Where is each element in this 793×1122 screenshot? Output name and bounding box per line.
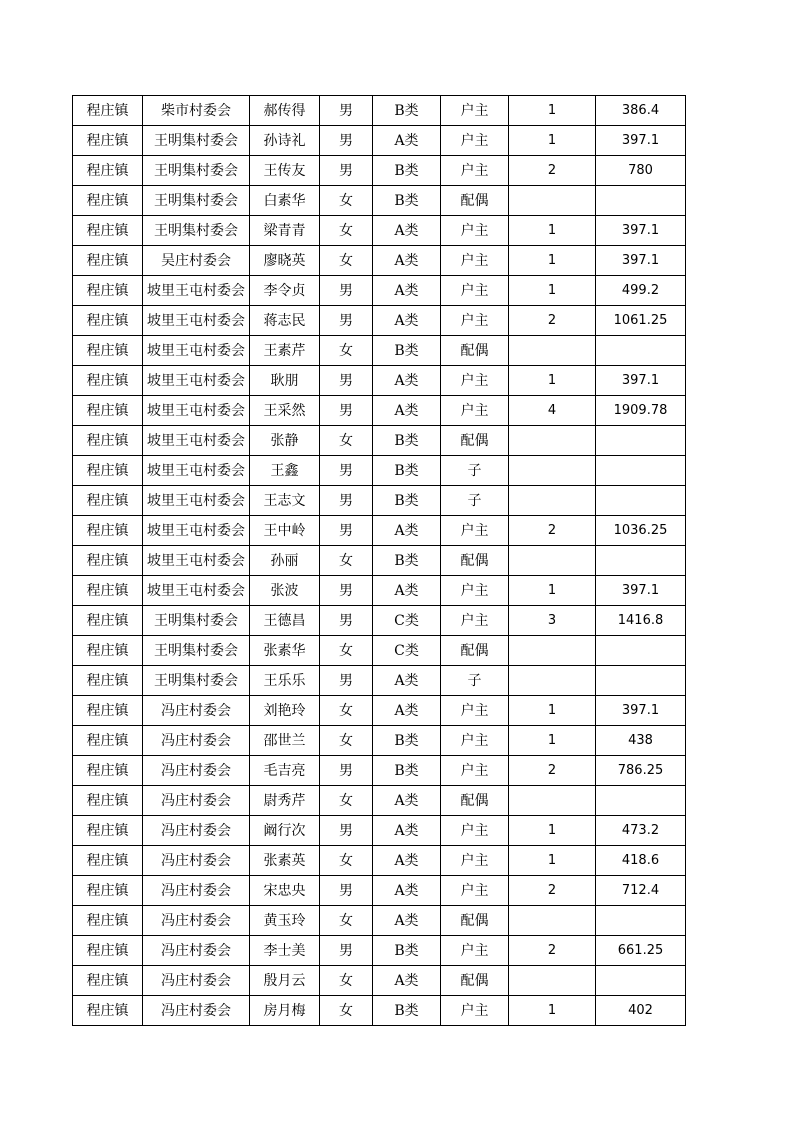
household-size-cell: 1 [509, 246, 596, 276]
village-committee-cell: 冯庄村委会 [143, 966, 250, 996]
gender-cell: 男 [320, 486, 373, 516]
name-cell: 房月梅 [250, 996, 320, 1026]
table-row [73, 126, 686, 156]
village-committee-cell: 冯庄村委会 [143, 816, 250, 846]
town-cell: 程庄镇 [73, 846, 143, 876]
name-cell: 王乐乐 [250, 666, 320, 696]
relation-cell: 配偶 [441, 966, 509, 996]
table-row [73, 456, 686, 486]
village-committee-cell: 坡里王屯村委会 [143, 576, 250, 606]
category-cell: B类 [373, 96, 441, 126]
category-cell: A类 [373, 366, 441, 396]
amount-cell [596, 666, 686, 696]
relation-cell: 配偶 [441, 426, 509, 456]
relation-cell: 户主 [441, 576, 509, 606]
town-cell: 程庄镇 [73, 246, 143, 276]
name-cell: 王传友 [250, 156, 320, 186]
name-cell: 邵世兰 [250, 726, 320, 756]
table-row [73, 396, 686, 426]
category-cell: B类 [373, 996, 441, 1026]
relation-cell: 户主 [441, 936, 509, 966]
household-size-cell [509, 546, 596, 576]
village-committee-cell: 冯庄村委会 [143, 786, 250, 816]
household-size-cell: 1 [509, 276, 596, 306]
amount-cell: 1416.8 [596, 606, 686, 636]
amount-cell: 661.25 [596, 936, 686, 966]
gender-cell: 女 [320, 846, 373, 876]
amount-cell: 786.25 [596, 756, 686, 786]
name-cell: 张波 [250, 576, 320, 606]
relation-cell: 配偶 [441, 636, 509, 666]
relation-cell: 户主 [441, 876, 509, 906]
table-row [73, 486, 686, 516]
village-committee-cell: 坡里王屯村委会 [143, 516, 250, 546]
amount-cell [596, 786, 686, 816]
gender-cell: 女 [320, 726, 373, 756]
village-committee-cell: 柴市村委会 [143, 96, 250, 126]
household-size-cell: 1 [509, 816, 596, 846]
category-cell: A类 [373, 126, 441, 156]
village-committee-cell: 坡里王屯村委会 [143, 486, 250, 516]
category-cell: A类 [373, 516, 441, 546]
table-row [73, 786, 686, 816]
name-cell: 王采然 [250, 396, 320, 426]
category-cell: B类 [373, 486, 441, 516]
village-committee-cell: 冯庄村委会 [143, 906, 250, 936]
gender-cell: 男 [320, 936, 373, 966]
amount-cell [596, 636, 686, 666]
amount-cell [596, 486, 686, 516]
relation-cell: 配偶 [441, 906, 509, 936]
household-size-cell [509, 786, 596, 816]
village-committee-cell: 冯庄村委会 [143, 726, 250, 756]
relation-cell: 户主 [441, 216, 509, 246]
town-cell: 程庄镇 [73, 666, 143, 696]
name-cell: 王素芹 [250, 336, 320, 366]
household-size-cell: 2 [509, 156, 596, 186]
household-size-cell [509, 636, 596, 666]
amount-cell: 397.1 [596, 216, 686, 246]
amount-cell: 397.1 [596, 126, 686, 156]
household-size-cell [509, 186, 596, 216]
gender-cell: 男 [320, 276, 373, 306]
name-cell: 白素华 [250, 186, 320, 216]
amount-cell: 1036.25 [596, 516, 686, 546]
village-committee-cell: 王明集村委会 [143, 156, 250, 186]
household-size-cell: 1 [509, 126, 596, 156]
village-committee-cell: 吴庄村委会 [143, 246, 250, 276]
town-cell: 程庄镇 [73, 366, 143, 396]
town-cell: 程庄镇 [73, 546, 143, 576]
town-cell: 程庄镇 [73, 996, 143, 1026]
town-cell: 程庄镇 [73, 606, 143, 636]
category-cell: A类 [373, 216, 441, 246]
category-cell: B类 [373, 336, 441, 366]
amount-cell [596, 336, 686, 366]
gender-cell: 女 [320, 906, 373, 936]
relation-cell: 户主 [441, 366, 509, 396]
data-table [72, 95, 686, 1026]
amount-cell [596, 186, 686, 216]
amount-cell: 397.1 [596, 696, 686, 726]
table-row [73, 606, 686, 636]
table-row [73, 156, 686, 186]
gender-cell: 男 [320, 96, 373, 126]
town-cell: 程庄镇 [73, 396, 143, 426]
relation-cell: 配偶 [441, 186, 509, 216]
amount-cell [596, 456, 686, 486]
category-cell: C类 [373, 606, 441, 636]
category-cell: C类 [373, 636, 441, 666]
table-row [73, 96, 686, 126]
amount-cell: 418.6 [596, 846, 686, 876]
relation-cell: 户主 [441, 756, 509, 786]
village-committee-cell: 王明集村委会 [143, 636, 250, 666]
household-size-cell [509, 906, 596, 936]
village-committee-cell: 王明集村委会 [143, 606, 250, 636]
amount-cell: 499.2 [596, 276, 686, 306]
gender-cell: 女 [320, 786, 373, 816]
village-committee-cell: 坡里王屯村委会 [143, 366, 250, 396]
village-committee-cell: 坡里王屯村委会 [143, 456, 250, 486]
household-size-cell: 2 [509, 306, 596, 336]
gender-cell: 女 [320, 996, 373, 1026]
town-cell: 程庄镇 [73, 96, 143, 126]
category-cell: B类 [373, 156, 441, 186]
gender-cell: 女 [320, 546, 373, 576]
category-cell: A类 [373, 846, 441, 876]
gender-cell: 男 [320, 516, 373, 546]
household-size-cell [509, 336, 596, 366]
household-size-cell: 2 [509, 756, 596, 786]
table-row [73, 996, 686, 1026]
name-cell: 张素英 [250, 846, 320, 876]
table-row [73, 756, 686, 786]
gender-cell: 男 [320, 666, 373, 696]
relation-cell: 配偶 [441, 786, 509, 816]
household-size-cell: 1 [509, 216, 596, 246]
table-row [73, 186, 686, 216]
gender-cell: 女 [320, 216, 373, 246]
name-cell: 梁青青 [250, 216, 320, 246]
town-cell: 程庄镇 [73, 756, 143, 786]
table-row [73, 846, 686, 876]
gender-cell: 男 [320, 366, 373, 396]
household-size-cell [509, 966, 596, 996]
amount-cell [596, 426, 686, 456]
name-cell: 廖晓英 [250, 246, 320, 276]
gender-cell: 女 [320, 966, 373, 996]
town-cell: 程庄镇 [73, 276, 143, 306]
town-cell: 程庄镇 [73, 786, 143, 816]
table-row [73, 666, 686, 696]
table-row [73, 366, 686, 396]
category-cell: B类 [373, 726, 441, 756]
name-cell: 王志文 [250, 486, 320, 516]
relation-cell: 户主 [441, 996, 509, 1026]
name-cell: 孙丽 [250, 546, 320, 576]
category-cell: A类 [373, 696, 441, 726]
amount-cell: 397.1 [596, 366, 686, 396]
amount-cell: 780 [596, 156, 686, 186]
household-size-cell [509, 666, 596, 696]
name-cell: 王鑫 [250, 456, 320, 486]
village-committee-cell: 冯庄村委会 [143, 876, 250, 906]
household-size-cell: 1 [509, 696, 596, 726]
amount-cell: 1061.25 [596, 306, 686, 336]
gender-cell: 男 [320, 576, 373, 606]
name-cell: 黄玉玲 [250, 906, 320, 936]
relation-cell: 子 [441, 456, 509, 486]
village-committee-cell: 王明集村委会 [143, 666, 250, 696]
table-row [73, 696, 686, 726]
name-cell: 李士美 [250, 936, 320, 966]
amount-cell: 397.1 [596, 576, 686, 606]
relation-cell: 户主 [441, 246, 509, 276]
name-cell: 耿朋 [250, 366, 320, 396]
town-cell: 程庄镇 [73, 726, 143, 756]
town-cell: 程庄镇 [73, 876, 143, 906]
name-cell: 孙诗礼 [250, 126, 320, 156]
gender-cell: 女 [320, 696, 373, 726]
category-cell: B类 [373, 186, 441, 216]
gender-cell: 男 [320, 606, 373, 636]
category-cell: A类 [373, 876, 441, 906]
name-cell: 郝传得 [250, 96, 320, 126]
gender-cell: 男 [320, 456, 373, 486]
village-committee-cell: 王明集村委会 [143, 216, 250, 246]
village-committee-cell: 冯庄村委会 [143, 996, 250, 1026]
relation-cell: 子 [441, 486, 509, 516]
amount-cell: 386.4 [596, 96, 686, 126]
relation-cell: 户主 [441, 126, 509, 156]
table-row [73, 426, 686, 456]
category-cell: A类 [373, 816, 441, 846]
town-cell: 程庄镇 [73, 966, 143, 996]
name-cell: 刘艳玲 [250, 696, 320, 726]
household-size-cell: 2 [509, 516, 596, 546]
relation-cell: 户主 [441, 306, 509, 336]
name-cell: 蒋志民 [250, 306, 320, 336]
relation-cell: 户主 [441, 156, 509, 186]
gender-cell: 女 [320, 426, 373, 456]
category-cell: A类 [373, 666, 441, 696]
gender-cell: 男 [320, 396, 373, 426]
town-cell: 程庄镇 [73, 216, 143, 246]
village-committee-cell: 王明集村委会 [143, 186, 250, 216]
gender-cell: 女 [320, 336, 373, 366]
category-cell: A类 [373, 276, 441, 306]
town-cell: 程庄镇 [73, 456, 143, 486]
amount-cell [596, 966, 686, 996]
table-row [73, 276, 686, 306]
name-cell: 尉秀芹 [250, 786, 320, 816]
town-cell: 程庄镇 [73, 516, 143, 546]
category-cell: A类 [373, 966, 441, 996]
table-row [73, 906, 686, 936]
table-row [73, 966, 686, 996]
household-size-cell [509, 486, 596, 516]
household-size-cell: 1 [509, 726, 596, 756]
gender-cell: 女 [320, 186, 373, 216]
household-size-cell: 1 [509, 576, 596, 606]
relation-cell: 户主 [441, 846, 509, 876]
amount-cell: 397.1 [596, 246, 686, 276]
town-cell: 程庄镇 [73, 486, 143, 516]
name-cell: 王中岭 [250, 516, 320, 546]
village-committee-cell: 冯庄村委会 [143, 936, 250, 966]
category-cell: A类 [373, 246, 441, 276]
table-row [73, 516, 686, 546]
gender-cell: 男 [320, 816, 373, 846]
relation-cell: 户主 [441, 516, 509, 546]
relation-cell: 户主 [441, 606, 509, 636]
relation-cell: 户主 [441, 816, 509, 846]
name-cell: 殷月云 [250, 966, 320, 996]
table-row [73, 636, 686, 666]
household-size-cell [509, 426, 596, 456]
relation-cell: 户主 [441, 276, 509, 306]
gender-cell: 男 [320, 876, 373, 906]
gender-cell: 男 [320, 306, 373, 336]
table-row [73, 336, 686, 366]
town-cell: 程庄镇 [73, 936, 143, 966]
category-cell: B类 [373, 426, 441, 456]
category-cell: A类 [373, 396, 441, 426]
name-cell: 张静 [250, 426, 320, 456]
category-cell: B类 [373, 546, 441, 576]
town-cell: 程庄镇 [73, 906, 143, 936]
category-cell: B类 [373, 756, 441, 786]
village-committee-cell: 冯庄村委会 [143, 756, 250, 786]
name-cell: 李令贞 [250, 276, 320, 306]
town-cell: 程庄镇 [73, 336, 143, 366]
household-size-cell: 4 [509, 396, 596, 426]
table-row [73, 306, 686, 336]
village-committee-cell: 坡里王屯村委会 [143, 396, 250, 426]
table-body [73, 96, 686, 1026]
household-size-cell: 1 [509, 996, 596, 1026]
table-row [73, 936, 686, 966]
amount-cell [596, 546, 686, 576]
relation-cell: 户主 [441, 396, 509, 426]
gender-cell: 女 [320, 246, 373, 276]
relation-cell: 户主 [441, 726, 509, 756]
town-cell: 程庄镇 [73, 426, 143, 456]
village-committee-cell: 冯庄村委会 [143, 846, 250, 876]
household-size-cell: 2 [509, 936, 596, 966]
town-cell: 程庄镇 [73, 126, 143, 156]
name-cell: 王德昌 [250, 606, 320, 636]
category-cell: A类 [373, 906, 441, 936]
name-cell: 毛吉亮 [250, 756, 320, 786]
table-row [73, 726, 686, 756]
category-cell: A类 [373, 306, 441, 336]
village-committee-cell: 坡里王屯村委会 [143, 276, 250, 306]
relation-cell: 配偶 [441, 546, 509, 576]
relation-cell: 户主 [441, 96, 509, 126]
table-row [73, 576, 686, 606]
table-row [73, 816, 686, 846]
town-cell: 程庄镇 [73, 186, 143, 216]
name-cell: 张素华 [250, 636, 320, 666]
name-cell: 阚行次 [250, 816, 320, 846]
town-cell: 程庄镇 [73, 636, 143, 666]
town-cell: 程庄镇 [73, 156, 143, 186]
village-committee-cell: 坡里王屯村委会 [143, 306, 250, 336]
amount-cell: 402 [596, 996, 686, 1026]
household-size-cell [509, 456, 596, 486]
category-cell: A类 [373, 576, 441, 606]
name-cell: 宋忠央 [250, 876, 320, 906]
household-size-cell: 3 [509, 606, 596, 636]
relation-cell: 配偶 [441, 336, 509, 366]
category-cell: B类 [373, 936, 441, 966]
household-size-cell: 1 [509, 366, 596, 396]
village-committee-cell: 坡里王屯村委会 [143, 426, 250, 456]
household-size-cell: 1 [509, 96, 596, 126]
category-cell: A类 [373, 786, 441, 816]
village-committee-cell: 冯庄村委会 [143, 696, 250, 726]
household-size-cell: 1 [509, 846, 596, 876]
village-committee-cell: 坡里王屯村委会 [143, 336, 250, 366]
gender-cell: 女 [320, 636, 373, 666]
gender-cell: 男 [320, 126, 373, 156]
village-committee-cell: 王明集村委会 [143, 126, 250, 156]
table-row [73, 216, 686, 246]
village-committee-cell: 坡里王屯村委会 [143, 546, 250, 576]
amount-cell [596, 906, 686, 936]
table-row [73, 546, 686, 576]
amount-cell: 473.2 [596, 816, 686, 846]
relation-cell: 子 [441, 666, 509, 696]
gender-cell: 男 [320, 756, 373, 786]
amount-cell: 712.4 [596, 876, 686, 906]
household-size-cell: 2 [509, 876, 596, 906]
town-cell: 程庄镇 [73, 306, 143, 336]
town-cell: 程庄镇 [73, 576, 143, 606]
table-row [73, 876, 686, 906]
town-cell: 程庄镇 [73, 816, 143, 846]
relation-cell: 户主 [441, 696, 509, 726]
amount-cell: 438 [596, 726, 686, 756]
amount-cell: 1909.78 [596, 396, 686, 426]
table-row [73, 246, 686, 276]
gender-cell: 男 [320, 156, 373, 186]
category-cell: B类 [373, 456, 441, 486]
town-cell: 程庄镇 [73, 696, 143, 726]
